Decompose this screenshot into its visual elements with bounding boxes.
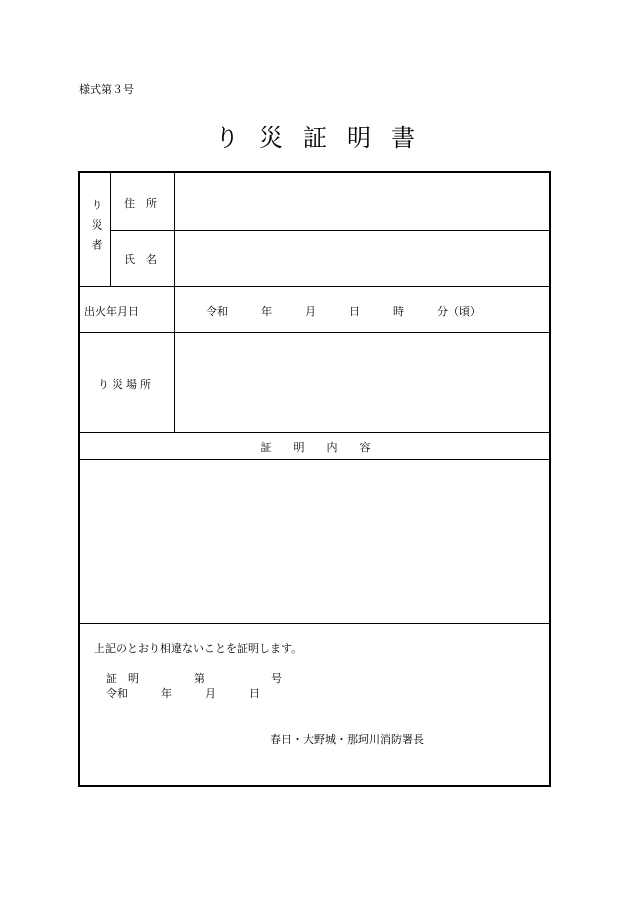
issuer-name: 春日・大野城・那珂川消防署長 bbox=[270, 733, 424, 746]
disaster-place-field[interactable] bbox=[176, 334, 549, 431]
address-field[interactable] bbox=[176, 174, 549, 229]
divider bbox=[80, 432, 551, 433]
address-label: 住 所 bbox=[124, 197, 157, 210]
content-header: 証 明 内 容 bbox=[260, 441, 371, 454]
fire-date-label: 出火年月日 bbox=[84, 305, 139, 318]
name-field[interactable] bbox=[176, 232, 549, 285]
certify-statement: 上記のとおり相違ないことを証明します。 bbox=[94, 642, 303, 655]
certificate-number-line: 証 明 第 号 bbox=[106, 672, 282, 685]
divider bbox=[80, 623, 551, 624]
certificate-form-table bbox=[78, 171, 551, 787]
victim-label: り災者 bbox=[90, 199, 103, 259]
divider bbox=[80, 459, 551, 460]
content-field[interactable] bbox=[81, 461, 550, 622]
document-title: り災証明書 bbox=[215, 124, 435, 152]
divider bbox=[110, 230, 551, 231]
fire-date-field[interactable]: 令和 年 月 日 時 分（頃） bbox=[206, 305, 481, 318]
divider bbox=[110, 173, 111, 286]
divider bbox=[174, 173, 175, 432]
disaster-place-label: り災場所 bbox=[98, 378, 154, 391]
certificate-date-line: 令和 年 月 日 bbox=[106, 687, 260, 700]
divider bbox=[80, 332, 551, 333]
form-number: 様式第３号 bbox=[79, 83, 134, 96]
divider bbox=[80, 286, 551, 287]
name-label: 氏 名 bbox=[124, 253, 157, 266]
